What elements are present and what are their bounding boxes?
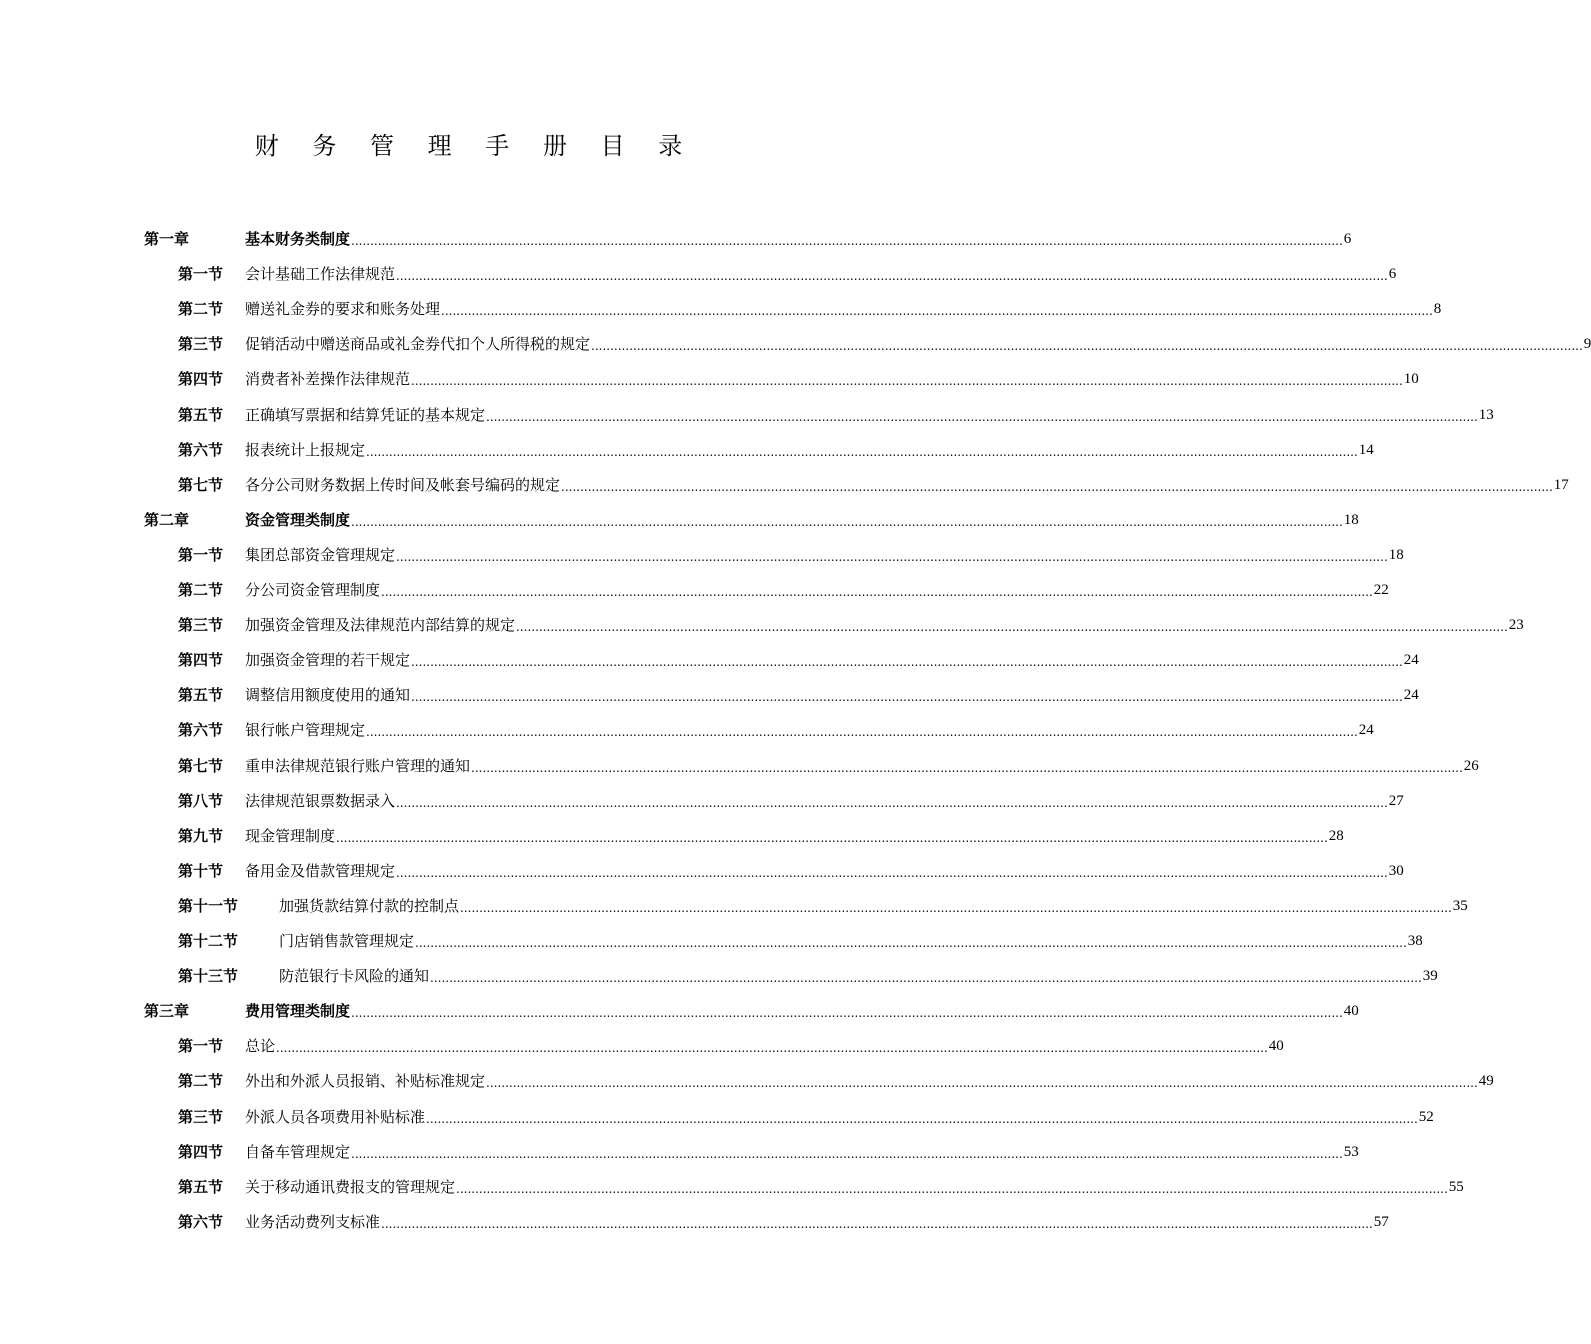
toc-entry-title: 关于移动通讯费报支的管理规定	[245, 1177, 456, 1196]
toc-dot-leader: ....................................................................................................................................................................................................................................................................	[426, 1111, 1418, 1126]
toc-section-entry[interactable]	[178, 1135, 1359, 1170]
toc-entry-label: 第一节	[178, 265, 224, 284]
toc-page-number: 40	[1343, 1003, 1359, 1020]
toc-dot-leader: ....................................................................................................................................................................................................................................................................	[336, 830, 1328, 845]
toc-entry-title: 加强资金管理及法律规范内部结算的规定	[245, 616, 516, 635]
toc-section-entry[interactable]	[178, 1170, 1464, 1205]
toc-section-entry[interactable]	[178, 1205, 1389, 1240]
toc-entry-title: 赠送礼金券的要求和账务处理	[245, 300, 441, 319]
toc-page-number: 18	[1343, 511, 1359, 528]
toc-page-number: 14	[1358, 441, 1374, 458]
toc-entry-title: 门店销售款管理规定	[279, 932, 415, 950]
toc-entry-title: 调整信用额度使用的通知	[245, 686, 411, 705]
toc-dot-leader: ....................................................................................................................................................................................................................................................................	[411, 690, 1403, 705]
toc-section-entry[interactable]	[178, 398, 1494, 433]
toc-dot-leader: ....................................................................................................................................................................................................................................................................	[486, 1076, 1478, 1091]
toc-entry-title: 正确填写票据和结算凭证的基本规定	[245, 405, 486, 424]
toc-dot-leader: ....................................................................................................................................................................................................................................................................	[415, 936, 1407, 950]
toc-entry-label: 第二节	[178, 300, 224, 319]
toc-entry-title: 业务活动费列支标准	[245, 1212, 381, 1231]
toc-page-number: 38	[1407, 933, 1423, 949]
toc-page-number: 13	[1478, 406, 1494, 423]
toc-page-number: 57	[1373, 1213, 1389, 1230]
toc-section-entry[interactable]	[178, 573, 1389, 608]
toc-entry-label: 第七节	[178, 756, 224, 775]
toc-dot-leader: ....................................................................................................................................................................................................................................................................	[441, 304, 1433, 319]
toc-entry-label: 第四节	[178, 370, 224, 389]
toc-entry-title: 基本财务类制度	[245, 230, 351, 248]
toc-section-entry[interactable]	[178, 643, 1419, 678]
toc-page-number: 24	[1358, 722, 1374, 739]
toc-section-entry[interactable]	[178, 854, 1404, 889]
toc-entry-label: 第一节	[178, 545, 224, 564]
toc-entry-label: 第七节	[178, 475, 224, 494]
toc-entry-title: 法律规范银票数据录入	[245, 791, 396, 810]
toc-dot-leader: ....................................................................................................................................................................................................................................................................	[411, 374, 1403, 389]
toc-entry-label: 第六节	[178, 721, 224, 740]
toc-section-entry[interactable]	[178, 468, 1569, 503]
toc-dot-leader: ....................................................................................................................................................................................................................................................................	[351, 514, 1343, 529]
toc-dot-leader: ....................................................................................................................................................................................................................................................................	[366, 725, 1358, 740]
toc-page-number: 52	[1418, 1108, 1434, 1125]
toc-dot-leader: ....................................................................................................................................................................................................................................................................	[460, 900, 1452, 915]
toc-entry-label: 第二章	[144, 510, 190, 529]
toc-dot-leader: ....................................................................................................................................................................................................................................................................	[351, 1006, 1343, 1021]
toc-entry-title: 备用金及借款管理规定	[245, 861, 396, 880]
toc-page-number: 26	[1463, 757, 1479, 774]
toc-entry-title: 重申法律规范银行账户管理的通知	[245, 756, 471, 775]
toc-dot-leader: ....................................................................................................................................................................................................................................................................	[381, 585, 1373, 599]
toc-dot-leader: ....................................................................................................................................................................................................................................................................	[366, 444, 1358, 459]
toc-chapter-entry[interactable]	[144, 503, 1359, 538]
toc-entry-title: 加强货款结算付款的控制点	[279, 896, 460, 915]
toc-page-number: 18	[1388, 546, 1404, 563]
toc-entry-title: 外派人员各项费用补贴标准	[245, 1107, 426, 1126]
toc-entry-label: 第二节	[178, 581, 224, 599]
toc-entry-label: 第十三节	[178, 967, 239, 986]
toc-entry-title: 现金管理制度	[245, 826, 336, 845]
toc-dot-leader: ....................................................................................................................................................................................................................................................................	[561, 479, 1553, 494]
toc-section-entry[interactable]	[178, 1100, 1434, 1135]
toc-dot-leader: ....................................................................................................................................................................................................................................................................	[471, 760, 1463, 775]
toc-page-number: 55	[1448, 1178, 1464, 1195]
toc-page-number: 22	[1373, 582, 1389, 598]
toc-entry-label: 第三节	[178, 1107, 224, 1126]
toc-dot-leader: ....................................................................................................................................................................................................................................................................	[516, 620, 1508, 635]
toc-entry-label: 第一节	[178, 1037, 224, 1056]
toc-entry-title: 费用管理类制度	[245, 1002, 351, 1021]
toc-entry-label: 第四节	[178, 651, 224, 670]
toc-entry-label: 第十二节	[178, 932, 239, 950]
toc-section-entry[interactable]	[178, 327, 1591, 362]
toc-page-number: 49	[1478, 1073, 1494, 1090]
toc-entry-label: 第十节	[178, 861, 224, 880]
toc-entry-label: 第十一节	[178, 896, 239, 915]
toc-entry-title: 总论	[245, 1037, 276, 1056]
toc-section-entry[interactable]	[178, 959, 1438, 994]
toc-entry-title: 加强资金管理的若干规定	[245, 651, 411, 670]
toc-entry-label: 第二节	[178, 1072, 224, 1091]
toc-chapter-entry[interactable]	[144, 994, 1359, 1029]
toc-entry-label: 第六节	[178, 440, 224, 459]
toc-entry-label: 第九节	[178, 826, 224, 845]
toc-entry-title: 资金管理类制度	[245, 510, 351, 529]
toc-section-entry[interactable]	[178, 257, 1397, 292]
toc-dot-leader: ....................................................................................................................................................................................................................................................................	[396, 795, 1388, 810]
toc-entry-label: 第六节	[178, 1212, 224, 1231]
toc-entry-title: 消费者补差操作法律规范	[245, 370, 411, 389]
document-title: 财 务 管 理 手 册 目 录	[254, 132, 696, 160]
toc-page-number: 8	[1433, 301, 1442, 318]
toc-section-entry[interactable]	[178, 1029, 1284, 1064]
toc-section-entry[interactable]	[178, 713, 1374, 748]
toc-section-entry[interactable]	[178, 362, 1419, 397]
toc-page-number: 27	[1388, 792, 1404, 809]
toc-section-entry[interactable]	[178, 1064, 1494, 1099]
toc-page-number: 39	[1422, 968, 1438, 985]
toc-entry-title: 银行帐户管理规定	[245, 721, 366, 740]
toc-entry-title: 会计基础工作法律规范	[245, 265, 396, 284]
toc-section-entry[interactable]	[178, 292, 1442, 327]
toc-dot-leader: ....................................................................................................................................................................................................................................................................	[430, 971, 1422, 986]
toc-entry-title: 各分公司财务数据上传时间及帐套号编码的规定	[245, 475, 561, 494]
toc-entry-label: 第八节	[178, 791, 224, 810]
toc-page-number: 40	[1268, 1038, 1284, 1055]
toc-entry-title: 集团总部资金管理规定	[245, 545, 396, 564]
toc-page-number: 6	[1343, 231, 1352, 247]
toc-entry-label: 第一章	[144, 230, 190, 248]
toc-entry-label: 第三节	[178, 616, 224, 635]
toc-dot-leader: ....................................................................................................................................................................................................................................................................	[276, 1041, 1268, 1056]
toc-entry-label: 第三节	[178, 335, 224, 354]
toc-dot-leader: ....................................................................................................................................................................................................................................................................	[381, 1216, 1373, 1231]
toc-entry-label: 第三章	[144, 1002, 190, 1021]
toc-dot-leader: ....................................................................................................................................................................................................................................................................	[591, 339, 1583, 354]
toc-page-number: 35	[1452, 897, 1468, 914]
toc-dot-leader: ....................................................................................................................................................................................................................................................................	[396, 549, 1388, 564]
toc-section-entry[interactable]	[178, 784, 1404, 819]
toc-entry-label: 第四节	[178, 1142, 224, 1161]
toc-entry-title: 防范银行卡风险的通知	[279, 967, 430, 986]
toc-entry-title: 报表统计上报规定	[245, 440, 366, 459]
toc-entry-title: 外出和外派人员报销、补贴标准规定	[245, 1072, 486, 1091]
toc-page-number: 10	[1403, 371, 1419, 388]
toc-section-entry[interactable]	[178, 819, 1344, 854]
toc-section-entry[interactable]	[178, 538, 1404, 573]
toc-page-number: 23	[1508, 617, 1524, 634]
toc-section-entry[interactable]	[178, 889, 1468, 924]
toc-page-number: 17	[1553, 476, 1569, 493]
toc-page-number: 28	[1328, 827, 1344, 844]
toc-dot-leader: ....................................................................................................................................................................................................................................................................	[351, 234, 1343, 248]
toc-page-number: 24	[1403, 687, 1419, 704]
toc-section-entry[interactable]	[178, 608, 1524, 643]
toc-entry-label: 第五节	[178, 686, 224, 705]
toc-entry-title: 促销活动中赠送商品或礼金券代扣个人所得税的规定	[245, 335, 591, 354]
toc-section-entry[interactable]	[178, 924, 1423, 959]
toc-dot-leader: ....................................................................................................................................................................................................................................................................	[411, 655, 1403, 670]
toc-page-number: 24	[1403, 652, 1419, 669]
toc-page-number: 9	[1583, 336, 1591, 353]
toc-page-number: 6	[1388, 266, 1397, 283]
toc-section-entry[interactable]	[178, 433, 1374, 468]
toc-entry-label: 第五节	[178, 1177, 224, 1196]
toc-entry-title: 自备车管理规定	[245, 1142, 351, 1161]
toc-dot-leader: ....................................................................................................................................................................................................................................................................	[396, 865, 1388, 880]
toc-dot-leader: ....................................................................................................................................................................................................................................................................	[351, 1146, 1343, 1161]
toc-dot-leader: ....................................................................................................................................................................................................................................................................	[486, 409, 1478, 424]
toc-page-number: 30	[1388, 862, 1404, 879]
toc-dot-leader: ....................................................................................................................................................................................................................................................................	[456, 1181, 1448, 1196]
toc-chapter-entry[interactable]	[144, 222, 1352, 257]
toc-section-entry[interactable]	[178, 678, 1419, 713]
toc-dot-leader: ....................................................................................................................................................................................................................................................................	[396, 269, 1388, 284]
toc-entry-title: 分公司资金管理制度	[245, 581, 381, 599]
toc-entry-label: 第五节	[178, 405, 224, 424]
toc-page-number: 53	[1343, 1143, 1359, 1160]
toc-section-entry[interactable]	[178, 749, 1479, 784]
